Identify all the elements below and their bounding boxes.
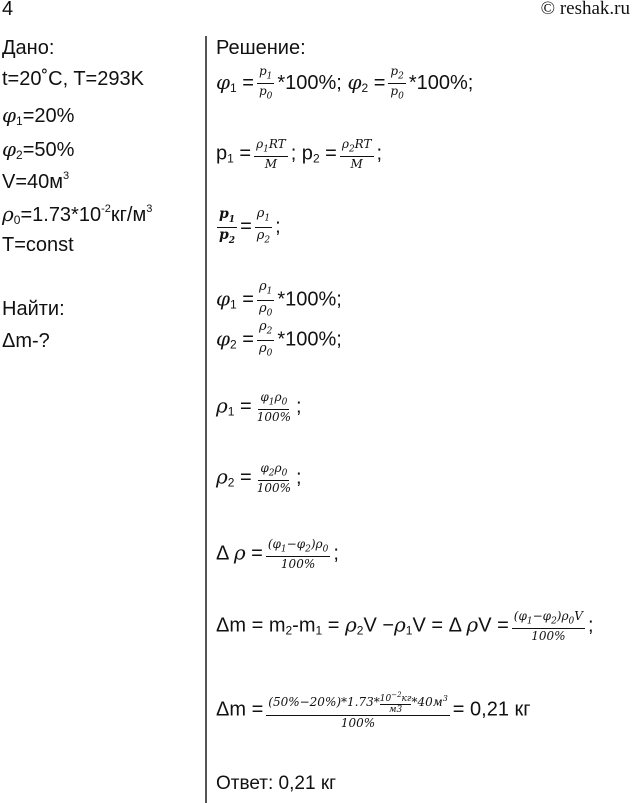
- equation-result: Δm = (50%−20%)*1.73* $10^{-2}кг$ м3 $*40м^3$ 100% = 0,21 кг: [216, 691, 531, 730]
- site-watermark: © reshak.ru: [540, 0, 630, 19]
- problem-number: 4: [2, 0, 14, 20]
- given-line: t=20˚C, T=293K: [2, 68, 144, 90]
- equation-rho2: $\rho_2$ = $\frac{\varphi_2\rho_0}{100\%}$ ;: [216, 461, 302, 496]
- column-divider: [205, 36, 207, 803]
- given-title: Дано:: [2, 37, 55, 59]
- given-line: $\varphi_1=20\%$: [2, 103, 75, 128]
- equation-delta-m: $\Delta m = m_2-m_1 = \rho_2V -\rho_1V = \Delta$ ρV = $\frac{(\varphi_1-\varphi_2)\rho_0V}{100\%}$ ;: [216, 609, 594, 644]
- equation-rho1: $\rho_1$ = $\frac{\varphi_1\rho_0}{100\%}$ ;: [216, 390, 302, 425]
- given-line: $V=40м^3$: [2, 170, 70, 193]
- find-value: Δm-?: [2, 330, 50, 352]
- find-title: Найти:: [2, 298, 65, 320]
- equation-phi2: $\varphi_2$ = $\frac{\rho_2}{\rho_0}$ *100%;: [216, 319, 342, 359]
- equation-humidity: $\varphi_1$ = $\frac{p_1}{p_0}$ *100%; $\varphi_2$ = $\frac{p_2}{p_0}$ *100%;: [216, 64, 474, 102]
- equation-delta-rho: Δ ρ = $\frac{(\varphi_1-\varphi_2)\rho_0}{100\%}$ ;: [216, 537, 339, 572]
- answer: Ответ: 0,21 кг: [216, 773, 337, 794]
- equation-phi1: $\varphi_1$ = $\frac{\rho_1}{\rho_0}$ *100%;: [216, 279, 342, 319]
- given-line: $\rho_0=1.73*10^{-2}кг/м^3$: [2, 202, 153, 227]
- solution-title: Решение:: [216, 37, 306, 59]
- given-line: $\varphi_2=50\%$: [2, 137, 75, 162]
- equation-pressure: $p_1$ = $\frac{\rho_1RT}{M}$ ; $p_2$ = $\frac{\rho_2RT}{M}$ ;: [216, 137, 383, 172]
- given-line: T=const: [2, 234, 74, 256]
- equation-ratio: $\frac{p_1}{p_2}$ = $\frac{\rho_1}{\rho_2}$ ;: [219, 205, 281, 246]
